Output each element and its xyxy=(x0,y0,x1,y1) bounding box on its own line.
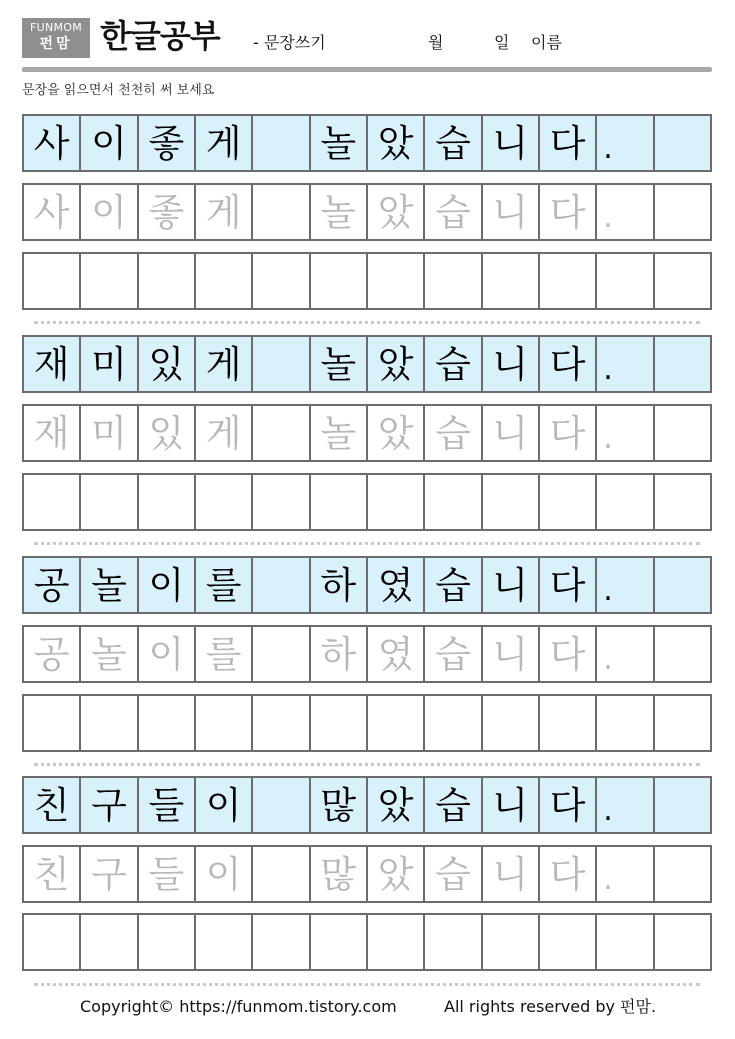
blank-cell[interactable] xyxy=(483,913,540,971)
trace-cell[interactable]: 니 xyxy=(483,845,540,903)
blank-cell[interactable] xyxy=(425,252,482,310)
trace-cell[interactable]: 습 xyxy=(425,404,482,462)
blank-cell[interactable] xyxy=(655,252,712,310)
blank-cell[interactable] xyxy=(81,473,138,531)
blank-cell[interactable] xyxy=(597,473,654,531)
logo-text-bottom: 펀맘 xyxy=(39,36,73,52)
blank-cell[interactable] xyxy=(368,473,425,531)
model-cell: 공 xyxy=(24,556,81,614)
model-cell: 좋 xyxy=(139,114,196,172)
trace-cell[interactable]: 습 xyxy=(425,625,482,683)
blank-cell[interactable] xyxy=(483,252,540,310)
model-cell: . xyxy=(597,335,654,393)
trace-cell[interactable] xyxy=(253,625,310,683)
blank-cell[interactable] xyxy=(196,473,253,531)
model-cell xyxy=(655,335,712,393)
model-cell: 많 xyxy=(311,776,368,834)
blank-cell[interactable] xyxy=(311,252,368,310)
blank-cell[interactable] xyxy=(253,473,310,531)
trace-cell[interactable]: 습 xyxy=(425,183,482,241)
model-cell xyxy=(655,776,712,834)
trace-cell[interactable]: 습 xyxy=(425,845,482,903)
blank-cell[interactable] xyxy=(24,694,81,752)
section-divider xyxy=(34,763,700,766)
blank-cell[interactable] xyxy=(196,252,253,310)
page-subtitle: - 문장쓰기 xyxy=(253,33,326,52)
trace-cell[interactable]: 좋 xyxy=(139,183,196,241)
trace-cell[interactable]: 구 xyxy=(81,845,138,903)
blank-cell[interactable] xyxy=(483,473,540,531)
model-cell: . xyxy=(597,114,654,172)
trace-row xyxy=(22,845,712,903)
trace-cell[interactable] xyxy=(655,625,712,683)
trace-cell[interactable]: 였 xyxy=(368,625,425,683)
trace-cell[interactable]: 다 xyxy=(540,404,597,462)
trace-row xyxy=(22,183,712,241)
blank-cell[interactable] xyxy=(24,913,81,971)
blank-cell[interactable] xyxy=(81,694,138,752)
trace-cell[interactable]: 니 xyxy=(483,625,540,683)
trace-cell[interactable]: 친 xyxy=(24,845,81,903)
model-cell: 게 xyxy=(196,114,253,172)
model-cell xyxy=(253,114,310,172)
trace-cell[interactable]: 게 xyxy=(196,183,253,241)
model-cell xyxy=(253,776,310,834)
blank-cell[interactable] xyxy=(540,473,597,531)
blank-cell[interactable] xyxy=(196,913,253,971)
blank-cell[interactable] xyxy=(139,252,196,310)
trace-cell[interactable]: 를 xyxy=(196,625,253,683)
blank-cell[interactable] xyxy=(483,694,540,752)
model-cell: 습 xyxy=(425,776,482,834)
blank-cell[interactable] xyxy=(81,252,138,310)
model-cell: 구 xyxy=(81,776,138,834)
model-cell xyxy=(655,556,712,614)
blank-cell[interactable] xyxy=(196,694,253,752)
model-cell: 있 xyxy=(139,335,196,393)
trace-cell[interactable]: 이 xyxy=(81,183,138,241)
model-cell: 니 xyxy=(483,776,540,834)
model-cell: 이 xyxy=(196,776,253,834)
model-cell: 니 xyxy=(483,335,540,393)
trace-cell[interactable] xyxy=(655,183,712,241)
model-cell: 다 xyxy=(540,776,597,834)
model-cell: 았 xyxy=(368,114,425,172)
model-cell: 다 xyxy=(540,114,597,172)
blank-cell[interactable] xyxy=(655,913,712,971)
blank-cell[interactable] xyxy=(540,694,597,752)
blank-cell[interactable] xyxy=(368,694,425,752)
blank-cell[interactable] xyxy=(311,694,368,752)
model-cell: 사 xyxy=(24,114,81,172)
page-title: 한글공부 xyxy=(100,17,220,55)
day-field-label: 일 xyxy=(494,33,510,52)
model-row xyxy=(22,776,712,834)
trace-cell[interactable]: 이 xyxy=(196,845,253,903)
blank-cell[interactable] xyxy=(253,694,310,752)
model-cell: . xyxy=(597,556,654,614)
trace-cell[interactable] xyxy=(253,404,310,462)
section-divider xyxy=(34,542,700,545)
trace-cell[interactable]: . xyxy=(597,183,654,241)
blank-cell[interactable] xyxy=(24,473,81,531)
blank-cell[interactable] xyxy=(81,913,138,971)
model-cell: 다 xyxy=(540,556,597,614)
blank-cell[interactable] xyxy=(139,473,196,531)
blank-cell[interactable] xyxy=(597,913,654,971)
blank-cell[interactable] xyxy=(368,913,425,971)
blank-row xyxy=(22,694,712,752)
trace-cell[interactable]: 다 xyxy=(540,183,597,241)
funmom-logo xyxy=(22,18,90,58)
blank-cell[interactable] xyxy=(253,252,310,310)
model-cell: 하 xyxy=(311,556,368,614)
model-cell: 놀 xyxy=(311,114,368,172)
trace-cell[interactable]: 이 xyxy=(139,625,196,683)
model-cell: 였 xyxy=(368,556,425,614)
model-cell: 다 xyxy=(540,335,597,393)
copyright-text: Copyright© https://funmom.tistory.com xyxy=(80,997,397,1016)
logo-text-top: FUNMOM xyxy=(29,21,83,34)
header-divider xyxy=(22,67,712,72)
trace-cell[interactable]: 하 xyxy=(311,625,368,683)
trace-cell[interactable]: 았 xyxy=(368,404,425,462)
month-field-label: 월 xyxy=(428,33,444,52)
blank-cell[interactable] xyxy=(425,694,482,752)
trace-cell[interactable]: 니 xyxy=(483,404,540,462)
rights-text: All rights reserved by 펀맘. xyxy=(444,997,657,1016)
blank-cell[interactable] xyxy=(425,913,482,971)
model-cell: 들 xyxy=(139,776,196,834)
blank-cell[interactable] xyxy=(311,473,368,531)
trace-cell[interactable]: 니 xyxy=(483,183,540,241)
blank-cell[interactable] xyxy=(540,913,597,971)
blank-row xyxy=(22,252,712,310)
blank-row xyxy=(22,473,712,531)
blank-cell[interactable] xyxy=(597,694,654,752)
trace-cell[interactable]: 놀 xyxy=(311,404,368,462)
name-field-label: 이름 xyxy=(531,33,562,52)
blank-cell[interactable] xyxy=(311,913,368,971)
trace-row xyxy=(22,404,712,462)
trace-cell[interactable]: 았 xyxy=(368,183,425,241)
model-cell: . xyxy=(597,776,654,834)
model-cell: 았 xyxy=(368,776,425,834)
trace-cell[interactable]: . xyxy=(597,845,654,903)
blank-cell[interactable] xyxy=(139,913,196,971)
trace-cell[interactable] xyxy=(253,845,310,903)
model-row xyxy=(22,114,712,172)
model-cell xyxy=(253,335,310,393)
trace-cell[interactable]: 재 xyxy=(24,404,81,462)
blank-row xyxy=(22,913,712,971)
blank-cell[interactable] xyxy=(253,913,310,971)
model-cell: 이 xyxy=(139,556,196,614)
model-cell: 재 xyxy=(24,335,81,393)
trace-cell[interactable] xyxy=(253,183,310,241)
model-cell: 놀 xyxy=(81,556,138,614)
blank-cell[interactable] xyxy=(597,252,654,310)
model-cell: 놀 xyxy=(311,335,368,393)
model-cell xyxy=(655,114,712,172)
blank-cell[interactable] xyxy=(368,252,425,310)
trace-cell[interactable]: . xyxy=(597,404,654,462)
trace-cell[interactable]: . xyxy=(597,625,654,683)
model-cell: 니 xyxy=(483,114,540,172)
blank-cell[interactable] xyxy=(425,473,482,531)
trace-cell[interactable] xyxy=(655,845,712,903)
trace-row xyxy=(22,625,712,683)
model-cell xyxy=(253,556,310,614)
model-row xyxy=(22,335,712,393)
trace-cell[interactable]: 많 xyxy=(311,845,368,903)
trace-cell[interactable]: 다 xyxy=(540,845,597,903)
section-divider xyxy=(34,983,700,986)
trace-cell[interactable] xyxy=(655,404,712,462)
model-cell: 니 xyxy=(483,556,540,614)
blank-cell[interactable] xyxy=(655,694,712,752)
model-cell: 친 xyxy=(24,776,81,834)
model-row xyxy=(22,556,712,614)
blank-cell[interactable] xyxy=(139,694,196,752)
model-cell: 게 xyxy=(196,335,253,393)
model-cell: 이 xyxy=(81,114,138,172)
instruction-text: 문장을 읽으면서 천천히 써 보세요 xyxy=(22,83,215,98)
blank-cell[interactable] xyxy=(540,252,597,310)
trace-cell[interactable]: 들 xyxy=(139,845,196,903)
model-cell: 습 xyxy=(425,335,482,393)
model-cell: 았 xyxy=(368,335,425,393)
trace-cell[interactable]: 있 xyxy=(139,404,196,462)
model-cell: 습 xyxy=(425,556,482,614)
model-cell: 미 xyxy=(81,335,138,393)
trace-cell[interactable]: 다 xyxy=(540,625,597,683)
section-divider xyxy=(34,321,700,324)
trace-cell[interactable]: 공 xyxy=(24,625,81,683)
trace-cell[interactable]: 놀 xyxy=(81,625,138,683)
trace-cell[interactable]: 게 xyxy=(196,404,253,462)
model-cell: 를 xyxy=(196,556,253,614)
trace-cell[interactable]: 사 xyxy=(24,183,81,241)
model-cell: 습 xyxy=(425,114,482,172)
blank-cell[interactable] xyxy=(655,473,712,531)
trace-cell[interactable]: 았 xyxy=(368,845,425,903)
trace-cell[interactable]: 미 xyxy=(81,404,138,462)
trace-cell[interactable]: 놀 xyxy=(311,183,368,241)
blank-cell[interactable] xyxy=(24,252,81,310)
